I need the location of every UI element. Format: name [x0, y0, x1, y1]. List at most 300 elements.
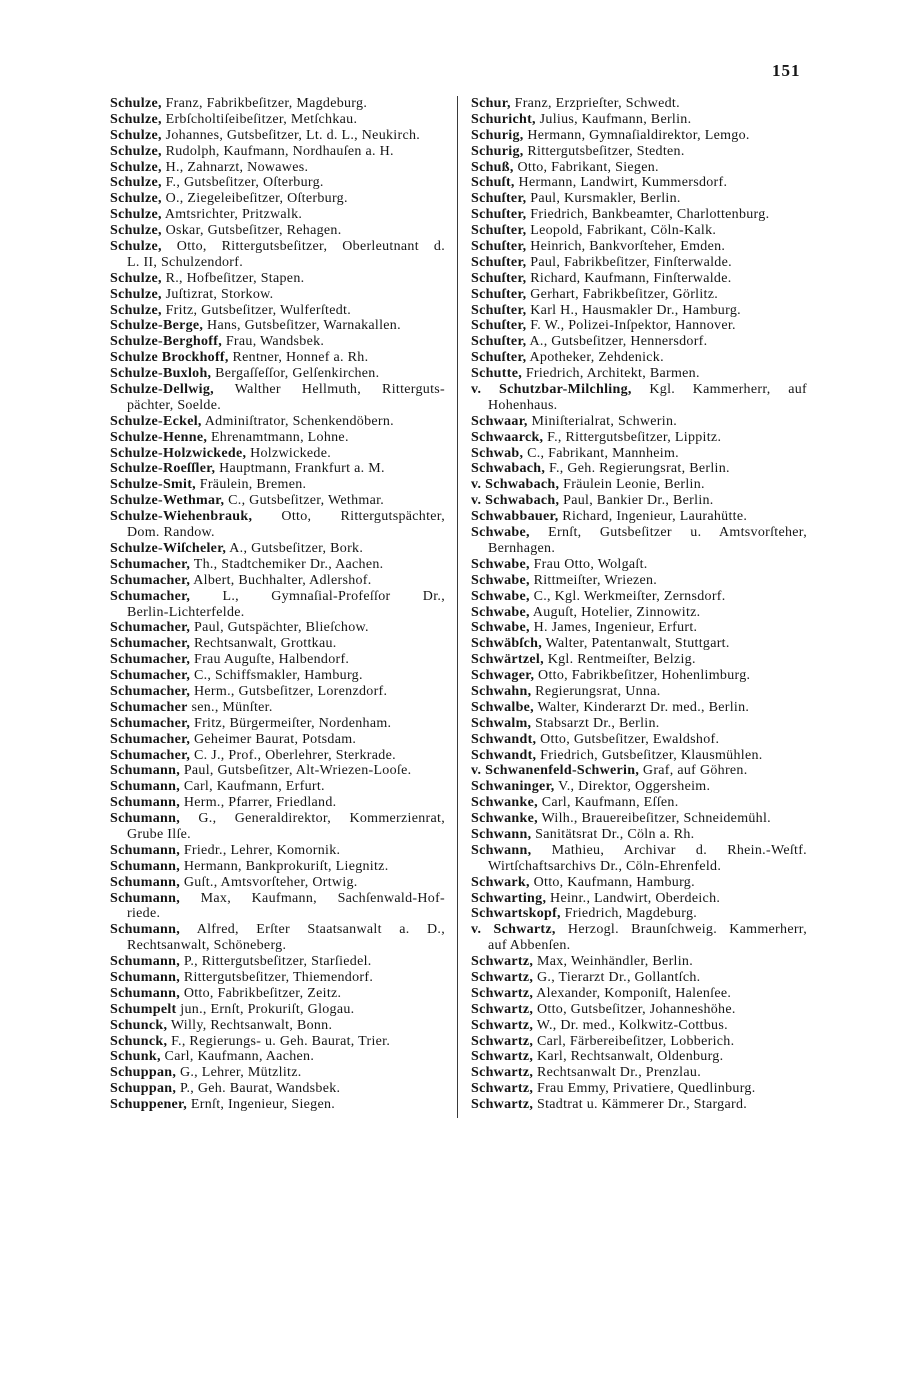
entry-line — [110, 430, 445, 446]
entry-surname: Schulze, — [110, 159, 162, 175]
entry-details: Rittergutsbeſitzer, Stedten. — [523, 143, 685, 159]
entry-line — [471, 843, 807, 859]
entry-surname: Schumacher, — [110, 683, 191, 699]
entry-surname: Schumacher, — [110, 715, 191, 731]
entry-line — [110, 732, 445, 748]
entry-details: Rudolph, Kaufmann, Nordhauſen a. H. — [161, 143, 394, 159]
entry-details: C., Kgl. Werkmeiſter, Zernsdorf. — [529, 588, 726, 604]
entry-details: Graf, auf Göhren. — [639, 763, 748, 779]
directory-entry — [110, 1097, 445, 1113]
entry-line — [471, 287, 807, 303]
entry-surname: Schunk, — [110, 1049, 161, 1065]
entry-surname: Schwabe, — [471, 525, 530, 541]
entry-surname: Schwabe, — [471, 604, 530, 620]
entry-surname: Schwartz, — [471, 1049, 534, 1065]
entry-surname: Schumacher, — [110, 668, 191, 684]
entry-line — [471, 891, 807, 907]
left-column — [110, 96, 445, 1113]
entry-details: Rittergutsbeſitzer, Thiemendorf. — [180, 969, 374, 985]
entry-surname: Schwabe, — [471, 588, 530, 604]
entry-surname: Schulze-Buxloh, — [110, 366, 212, 382]
entry-surname: Schumacher, — [110, 731, 191, 747]
entry-surname: Schwartskopf, — [471, 906, 561, 922]
directory-entry — [471, 493, 807, 509]
entry-surname: Schwalm, — [471, 715, 532, 731]
entry-surname: Schwartz, — [471, 954, 534, 970]
entry-surname: Schumann, — [110, 969, 181, 985]
entry-details: P., Rittergutsbeſitzer, Starſiedel. — [180, 954, 372, 970]
entry-line — [110, 541, 445, 557]
entry-line — [110, 477, 445, 493]
entry-line — [110, 652, 445, 668]
entry-details: H. James, Ingenieur, Erfurt. — [529, 620, 698, 636]
entry-surname: Schwärtzel, — [471, 652, 544, 668]
directory-entry — [110, 557, 445, 573]
entry-details: Miniſterialrat, Schwerin. — [527, 413, 678, 429]
entry-details: C., Gutsbeſitzer, Wethmar. — [224, 493, 385, 509]
entry-details: Paul, Gutspächter, Blieſchow. — [190, 620, 369, 636]
directory-entry — [110, 461, 445, 477]
entry-details: Otto, Kaufmann, Hamburg. — [529, 874, 695, 890]
entry-details: Richard, Ingenieur, Laurahütte. — [558, 509, 748, 525]
entry-details: Paul, Fabrikbeſitzer, Finſterwalde. — [526, 254, 732, 270]
entry-details: Ernſt, Gutsbeſitzer u. Amtsvorſteher, — [529, 525, 807, 541]
entry-details: G., Lehrer, Mützlitz. — [176, 1065, 302, 1081]
entry-details: Carl, Kaufmann, Aachen. — [160, 1049, 315, 1065]
entry-line — [471, 605, 807, 621]
entry-details: Paul, Gutsbeſitzer, Alt-Wriezen-Looſe. — [180, 763, 412, 779]
entry-surname: Schulze, — [110, 111, 162, 127]
directory-entry — [110, 239, 445, 271]
entry-surname: Schulze-Wethmar, — [110, 493, 225, 509]
directory-entry — [110, 175, 445, 191]
entry-details: Hermann, Gymnaſialdirektor, Lemgo. — [523, 127, 750, 143]
entry-details: Frau Otto, Wolgaſt. — [529, 556, 648, 572]
entry-line — [471, 732, 807, 748]
entry-surname: Schulze-Berge, — [110, 318, 204, 334]
entry-surname: Schulze, — [110, 270, 162, 286]
entry-surname: Schwartz, — [471, 1017, 534, 1033]
directory-entry — [110, 382, 445, 414]
directory-entry — [110, 128, 445, 144]
entry-surname: Schumann, — [110, 954, 181, 970]
directory-entry — [471, 700, 807, 716]
directory-entry — [471, 763, 807, 779]
entry-surname: Schwäbſch, — [471, 636, 543, 652]
entry-line — [471, 970, 807, 986]
directory-entry — [471, 382, 807, 414]
entry-surname: Schumacher, — [110, 652, 191, 668]
entry-line — [110, 160, 445, 176]
entry-details: Adminiſtrator, Schenkendöbern. — [201, 413, 394, 429]
entry-surname: Schulze, — [110, 143, 162, 159]
entry-details: R., Hofbeſitzer, Stapen. — [161, 270, 305, 286]
entry-details: Guſt., Amtsvorſteher, Ortwig. — [180, 874, 358, 890]
entry-details: Walther Hellmuth, Ritterguts- — [213, 382, 445, 398]
directory-entry — [471, 477, 807, 493]
entry-surname: v. Schwabach, — [471, 493, 560, 509]
entry-line — [110, 493, 445, 509]
entry-line — [110, 382, 445, 398]
entry-line — [471, 144, 807, 160]
entry-details: Kgl. Rentmeiſter, Belzig. — [543, 652, 696, 668]
entry-surname: Schuſter, — [471, 286, 527, 302]
entry-continuation: riede. — [127, 906, 161, 922]
entry-details: Rentner, Honnef a. Rh. — [228, 350, 369, 366]
entry-line — [471, 175, 807, 191]
entry-details: Herzogl. Braunſchweig. Kammerherr, — [555, 922, 807, 938]
entry-line — [110, 970, 445, 986]
directory-entry — [471, 160, 807, 176]
entry-line — [471, 779, 807, 795]
entry-continuation: Wirtſchaftsarchivs Dr., Cöln-Ehrenfeld. — [488, 858, 722, 874]
entry-details: Julius, Kaufmann, Berlin. — [535, 111, 692, 127]
entry-details: Mathieu, Archivar d. Rhein.-Weſtf. — [531, 842, 807, 858]
entry-line — [110, 207, 445, 223]
entry-line — [471, 160, 807, 176]
directory-entry — [110, 763, 445, 779]
entry-details: jun., Ernſt, Prokuriſt, Glogau. — [176, 1001, 355, 1017]
entry-details: Fritz, Bürgermeiſter, Nordenham. — [190, 715, 392, 731]
entry-details: Herm., Gutsbeſitzer, Lorenzdorf. — [190, 683, 388, 699]
entry-line — [110, 1065, 445, 1081]
directory-entry — [110, 96, 445, 112]
directory-entry — [471, 589, 807, 605]
entry-surname: Schwahn, — [471, 683, 532, 699]
entry-surname: Schumann, — [110, 779, 181, 795]
entry-details: V., Direktor, Oggersheim. — [554, 779, 711, 795]
entry-surname: Schwaninger, — [471, 779, 555, 795]
directory-entry — [471, 1034, 807, 1050]
directory-entry — [110, 287, 445, 303]
entry-line — [471, 414, 807, 430]
entry-line — [471, 668, 807, 684]
entry-details: W., Dr. med., Kolkwitz-Cottbus. — [533, 1017, 728, 1033]
directory-entry — [110, 779, 445, 795]
entry-surname: Schumacher, — [110, 556, 191, 572]
directory-entry — [471, 875, 807, 891]
directory-entry — [110, 446, 445, 462]
entry-line — [471, 1097, 807, 1113]
entry-line — [471, 191, 807, 207]
entry-details: Franz, Fabrikbeſitzer, Magdeburg. — [161, 96, 368, 111]
directory-entry — [471, 191, 807, 207]
directory-entry — [110, 414, 445, 430]
entry-surname: Schulze-Roeſſler, — [110, 461, 216, 477]
entry-continuation: pächter, Soelde. — [127, 397, 222, 413]
entry-details: Karl, Rechtsanwalt, Oldenburg. — [533, 1049, 724, 1065]
entry-details: Regierungsrat, Unna. — [531, 683, 661, 699]
directory-entry — [110, 350, 445, 366]
directory-entry — [471, 1097, 807, 1113]
entry-surname: Schuſter, — [471, 302, 527, 318]
directory-entry — [471, 986, 807, 1002]
directory-entry — [471, 446, 807, 462]
entry-details: Otto, Fabrikant, Siegen. — [513, 159, 659, 175]
directory-entry — [110, 509, 445, 541]
entry-surname: Schulze, — [110, 175, 162, 191]
entry-continuation: Dom. Randow. — [127, 525, 215, 541]
entry-details: Otto, Rittergutsbeſitzer, Oberleutnant d. — [161, 239, 445, 255]
directory-entry — [471, 636, 807, 652]
entry-line — [110, 811, 445, 827]
directory-entry — [110, 875, 445, 891]
entry-details: Max, Kaufmann, Sachſenwald-Hof- — [180, 890, 445, 906]
entry-surname: Schuppan, — [110, 1065, 177, 1081]
entry-line — [471, 1049, 807, 1065]
directory-entry — [110, 271, 445, 287]
directory-entry — [471, 827, 807, 843]
entry-details: F., Regierungs- u. Geh. Baurat, Trier. — [167, 1033, 391, 1049]
entry-details: Th., Stadtchemiker Dr., Aachen. — [190, 556, 384, 572]
directory-entry — [471, 684, 807, 700]
entry-details: Karl H., Hausmakler Dr., Hamburg. — [526, 302, 741, 318]
entry-details: Friedrich, Gutsbeſitzer, Klausmühlen. — [536, 747, 763, 763]
directory-entry — [110, 843, 445, 859]
entry-line — [110, 96, 445, 112]
directory-entry — [110, 668, 445, 684]
entry-details: Walter, Patentanwalt, Stuttgart. — [542, 636, 730, 652]
directory-entry — [471, 620, 807, 636]
entry-line — [110, 509, 445, 525]
entry-surname: Schwabbauer, — [471, 509, 559, 525]
entry-surname: Schwartz, — [471, 1065, 534, 1081]
directory-entry — [110, 1049, 445, 1065]
directory-entry — [471, 255, 807, 271]
entry-details: C. J., Prof., Oberlehrer, Sterkrade. — [190, 747, 396, 763]
directory-entry — [110, 112, 445, 128]
entry-surname: Schulze-Eckel, — [110, 413, 202, 429]
directory-entry — [471, 573, 807, 589]
entry-continuation: Rechtsanwalt, Schöneberg. — [127, 938, 287, 954]
entry-details: Rechtsanwalt Dr., Prenzlau. — [533, 1065, 701, 1081]
entry-line — [471, 271, 807, 287]
entry-line — [471, 716, 807, 732]
directory-entry — [471, 795, 807, 811]
entry-surname: Schulze-Dellwig, — [110, 382, 214, 398]
entry-line — [471, 1065, 807, 1081]
entry-surname: Schuppan, — [110, 1081, 177, 1097]
directory-entry — [110, 620, 445, 636]
entry-line — [110, 891, 445, 907]
entry-surname: Schwab, — [471, 445, 524, 461]
entry-details: Rechtsanwalt, Grottkau. — [190, 636, 337, 652]
entry-details: sen., Münſter. — [187, 699, 273, 715]
directory-entry — [110, 891, 445, 923]
directory-entry — [471, 1049, 807, 1065]
entry-surname: Schwanke, — [471, 811, 538, 827]
entry-surname: Schwartz, — [471, 985, 534, 1001]
entry-surname: Schuppener, — [110, 1097, 188, 1113]
entry-surname: Schwann, — [471, 842, 532, 858]
entry-details: Geheimer Baurat, Potsdam. — [190, 731, 357, 747]
entry-continuation: Berlin-Lichterfelde. — [127, 604, 245, 620]
entry-surname: Schumacher — [110, 699, 188, 715]
entry-line — [471, 318, 807, 334]
entry-details: Friedrich, Magdeburg. — [560, 906, 698, 922]
entry-surname: Schwager, — [471, 668, 535, 684]
entry-details: Hermann, Landwirt, Kummersdorf. — [514, 175, 728, 191]
entry-details: F., Geh. Regierungsrat, Berlin. — [545, 461, 730, 477]
column-divider — [457, 96, 458, 1118]
entry-line — [471, 334, 807, 350]
directory-entry — [471, 366, 807, 382]
entry-line — [110, 239, 445, 255]
entry-details: Franz, Erzprieſter, Schwedt. — [510, 96, 680, 111]
entry-surname: Schunck, — [110, 1017, 168, 1033]
entry-details: C., Schiffsmakler, Hamburg. — [190, 668, 363, 684]
entry-line — [471, 763, 807, 779]
entry-line — [110, 795, 445, 811]
entry-details: F., Gutsbeſitzer, Oſterburg. — [161, 175, 324, 191]
entry-details: Fräulein Leonie, Berlin. — [559, 477, 705, 493]
entry-details: Hauptmann, Frankfurt a. M. — [215, 461, 385, 477]
entry-details: F. W., Polizei-Inſpektor, Hannover. — [526, 318, 736, 334]
entry-surname: v. Schwartz, — [471, 922, 556, 938]
entry-line — [110, 414, 445, 430]
directory-entry — [110, 732, 445, 748]
directory-entry — [110, 954, 445, 970]
entry-line — [110, 748, 445, 764]
entry-line — [471, 207, 807, 223]
directory-entry — [471, 303, 807, 319]
entry-line — [110, 859, 445, 875]
entry-surname: Schumann, — [110, 874, 181, 890]
entry-surname: Schwartz, — [471, 1097, 534, 1113]
entry-details: Paul, Kursmakler, Berlin. — [526, 191, 681, 207]
directory-entry — [471, 557, 807, 573]
entry-line — [471, 906, 807, 922]
entry-details: C., Fabrikant, Mannheim. — [523, 445, 679, 461]
entry-line — [110, 128, 445, 144]
entry-line — [110, 763, 445, 779]
entry-line — [110, 144, 445, 160]
entry-surname: Schwabe, — [471, 572, 530, 588]
entry-details: A., Gutsbeſitzer, Hennersdorf. — [526, 334, 708, 350]
entry-surname: Schulze-Wiehenbrauk, — [110, 509, 253, 525]
directory-entry — [110, 795, 445, 811]
entry-line — [110, 1081, 445, 1097]
entry-line — [110, 350, 445, 366]
entry-surname: Schurig, — [471, 143, 524, 159]
entry-surname: Schulze-Berghoff, — [110, 334, 223, 350]
entry-surname: Schulze-Wiſcheler, — [110, 540, 227, 556]
directory-entry — [471, 668, 807, 684]
entry-line — [471, 620, 807, 636]
entry-line — [110, 573, 445, 589]
directory-entry — [471, 175, 807, 191]
entry-details: Richard, Kaufmann, Finſterwalde. — [526, 270, 732, 286]
entry-surname: Schumann, — [110, 890, 181, 906]
entry-details: Friedrich, Architekt, Barmen. — [522, 366, 700, 382]
entry-surname: Schwaar, — [471, 413, 528, 429]
directory-entry — [110, 366, 445, 382]
page-number: 151 — [772, 61, 801, 80]
entry-details: Frau, Wandsbek. — [222, 334, 325, 350]
entry-line — [471, 477, 807, 493]
entry-surname: Schwartz, — [471, 1001, 534, 1017]
directory-entry — [471, 318, 807, 334]
entry-line — [471, 684, 807, 700]
entry-surname: Schulze, — [110, 239, 162, 255]
directory-entry — [110, 493, 445, 509]
entry-details: Paul, Bankier Dr., Berlin. — [559, 493, 714, 509]
entry-surname: Schwanke, — [471, 795, 538, 811]
entry-surname: Schumacher, — [110, 588, 191, 604]
directory-entry — [471, 287, 807, 303]
entry-surname: Schulze, — [110, 302, 162, 318]
entry-details: Alexander, Komponiſt, Halenſee. — [533, 985, 732, 1001]
entry-line — [471, 986, 807, 1002]
entry-details: O., Ziegeleibeſitzer, Oſterburg. — [161, 191, 348, 207]
entry-line — [110, 1097, 445, 1113]
directory-entry — [471, 1081, 807, 1097]
directory-entry — [471, 414, 807, 430]
directory-entry — [110, 1018, 445, 1034]
directory-entry — [110, 477, 445, 493]
directory-entry — [471, 843, 807, 875]
entry-line — [471, 382, 807, 398]
directory-entry — [471, 906, 807, 922]
entry-line — [471, 255, 807, 271]
entry-line — [471, 366, 807, 382]
entry-line — [471, 223, 807, 239]
entry-line — [110, 1049, 445, 1065]
entry-line — [471, 1002, 807, 1018]
entry-surname: Schunck, — [110, 1033, 168, 1049]
entry-details: F., Rittergutsbeſitzer, Lippitz. — [543, 429, 722, 445]
entry-line — [471, 430, 807, 446]
entry-line — [110, 986, 445, 1002]
directory-entry — [110, 811, 445, 843]
entry-line — [110, 318, 445, 334]
entry-details: A., Gutsbeſitzer, Bork. — [226, 540, 364, 556]
entry-surname: Schumann, — [110, 763, 181, 779]
directory-entry — [110, 716, 445, 732]
entry-line — [110, 875, 445, 891]
directory-entry — [471, 811, 807, 827]
entry-surname: Schwarting, — [471, 890, 547, 906]
directory-entry — [471, 271, 807, 287]
entry-details: Ehrenamtmann, Lohne. — [207, 429, 349, 445]
directory-entry — [110, 191, 445, 207]
entry-line — [471, 875, 807, 891]
entry-details: Otto, Fabrikbeſitzer, Zeitz. — [180, 985, 342, 1001]
entry-surname: Schwartz, — [471, 1081, 534, 1097]
entry-details: Otto, Gutsbeſitzer, Ewaldshof. — [536, 731, 720, 747]
directory-entry — [110, 430, 445, 446]
entry-surname: Schumacher, — [110, 747, 191, 763]
entry-details: Max, Weinhändler, Berlin. — [533, 954, 694, 970]
directory-entry — [471, 652, 807, 668]
entry-details: Friedrich, Bankbeamter, Charlottenburg. — [526, 207, 770, 223]
directory-entry — [471, 239, 807, 255]
entry-details: Sanitätsrat Dr., Cöln a. Rh. — [531, 826, 695, 842]
entry-line — [471, 636, 807, 652]
entry-surname: Schuſt, — [471, 175, 515, 191]
entry-surname: Schulze-Henne, — [110, 429, 208, 445]
entry-details: Carl, Kaufmann, Eſſen. — [537, 795, 679, 811]
entry-line — [471, 827, 807, 843]
entry-line — [110, 112, 445, 128]
entry-surname: Schuſter, — [471, 223, 527, 239]
directory-entry — [471, 954, 807, 970]
entry-surname: Schulze, — [110, 286, 162, 302]
entry-surname: Schumacher, — [110, 636, 191, 652]
entry-continuation: auf Abbenſen. — [488, 938, 571, 954]
entry-line — [471, 557, 807, 573]
entry-line — [110, 175, 445, 191]
